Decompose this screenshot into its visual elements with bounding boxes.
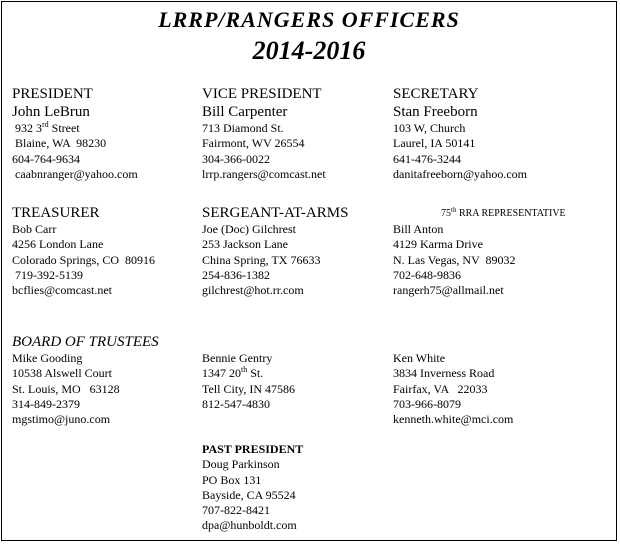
vice-president-email: lrrp.rangers@comcast.net	[202, 166, 326, 181]
treasurer-phone: 719-392-5139	[12, 267, 83, 282]
rra-heading-ordinal: th	[451, 206, 457, 214]
treasurer-email: bcflies@comcast.net	[12, 283, 113, 298]
trustee-street-number: 1347 20	[202, 366, 241, 381]
sergeant-at-arms-street: 253 Jackson Lane	[202, 237, 288, 252]
secretary-street: 103 W, Church	[393, 121, 466, 135]
secretary-phone: 641-476-3244	[393, 151, 461, 166]
secretary-heading: SECRETARY	[393, 86, 479, 102]
trustee-block-3	[393, 351, 593, 427]
past-president-name: Doug Parkinson	[202, 457, 280, 472]
rra-representative-city: N. Las Vegas, NV 89032	[393, 252, 516, 267]
past-president-email: dpa@hunboldt.com	[202, 518, 297, 533]
rra-representative-block	[393, 222, 593, 298]
vice-president-city: Fairmont, WV 26554	[202, 136, 305, 151]
president-street-number: 932 3	[12, 121, 42, 135]
document-term-years: 2014-2016	[252, 36, 366, 65]
rra-heading-text: RRA REPRESENTATIVE	[456, 208, 566, 219]
past-president-street: PO Box 131	[202, 472, 262, 487]
rra-representative-phone: 702-648-9836	[393, 267, 461, 282]
vice-president-block	[202, 85, 402, 182]
past-president-city: Bayside, CA 95524	[202, 487, 296, 502]
secretary-email: danitafreeborn@yahoo.com	[393, 166, 527, 181]
sergeant-at-arms-block	[202, 204, 402, 298]
document-title: LRRP/RANGERS OFFICERS	[158, 7, 460, 32]
board-heading-wrap	[12, 333, 312, 351]
rra-heading-number: 75	[441, 208, 451, 219]
secretary-name: Stan Freeborn	[393, 104, 478, 120]
trustee-phone: 703-966-8079	[393, 396, 461, 411]
trustee-email: mgstimo@juno.com	[12, 412, 111, 427]
president-block	[12, 85, 212, 182]
trustee-street: 10538 Alswell Court	[12, 366, 113, 381]
rra-representative-heading	[441, 208, 566, 219]
president-name: John LeBrun	[12, 104, 90, 120]
trustee-city: Fairfax, VA 22033	[393, 381, 488, 396]
trustee-city: St. Louis, MO 63128	[12, 381, 120, 396]
trustee-street: 3834 Inverness Road	[393, 366, 495, 381]
treasurer-block	[12, 204, 212, 298]
sergeant-at-arms-name: Joe (Doc) Gilchrest	[202, 222, 296, 236]
trustee-block-2	[202, 351, 402, 412]
rra-representative-name: Bill Anton	[393, 222, 444, 236]
president-heading: PRESIDENT	[12, 86, 93, 102]
secretary-city: Laurel, IA 50141	[393, 136, 476, 151]
president-city: Blaine, WA 98230	[12, 136, 107, 151]
trustee-phone: 314-849-2379	[12, 396, 80, 411]
past-president-block	[202, 442, 402, 534]
trustee-city: Tell City, IN 47586	[202, 381, 296, 396]
past-president-phone: 707-822-8421	[202, 503, 270, 518]
trustee-name: Bennie Gentry	[202, 351, 273, 365]
sergeant-at-arms-phone: 254-836-1382	[202, 267, 270, 282]
vice-president-street: 713 Diamond St.	[202, 121, 284, 135]
sergeant-at-arms-heading: SERGEANT-AT-ARMS	[202, 205, 349, 221]
vice-president-name: Bill Carpenter	[202, 104, 288, 120]
trustee-phone: 812-547-4830	[202, 396, 270, 411]
trustee-name: Mike Gooding	[12, 351, 83, 365]
president-street-name: Street	[48, 121, 80, 135]
sergeant-at-arms-email: gilchrest@hot.rr.com	[202, 283, 304, 298]
vice-president-heading: VICE PRESIDENT	[202, 86, 322, 102]
trustee-street-suffix: th	[241, 365, 248, 375]
trustee-street	[202, 366, 402, 381]
vice-president-phone: 304-366-0022	[202, 151, 270, 166]
trustee-street-name: St.	[247, 366, 264, 381]
president-phone: 604-764-9634	[12, 151, 80, 166]
president-email: caabnranger@yahoo.com	[12, 166, 138, 181]
rra-representative-street: 4129 Karma Drive	[393, 237, 483, 252]
president-street-suffix: rd	[42, 120, 49, 129]
rra-representative-email: rangerh75@allmail.net	[393, 283, 504, 298]
board-heading: BOARD OF TRUSTEES	[12, 334, 159, 350]
treasurer-name: Bob Carr	[12, 222, 57, 236]
trustee-name: Ken White	[393, 351, 446, 365]
secretary-block	[393, 85, 593, 182]
president-street	[12, 121, 212, 136]
officers-document	[1, 1, 617, 541]
sergeant-at-arms-city: China Spring, TX 76633	[202, 252, 321, 267]
trustee-block-1	[12, 351, 212, 427]
past-president-heading: PAST PRESIDENT	[202, 442, 304, 456]
treasurer-street: 4256 London Lane	[12, 237, 104, 252]
treasurer-city: Colorado Springs, CO 80916	[12, 252, 156, 267]
trustee-email: kenneth.white@mci.com	[393, 412, 514, 427]
treasurer-heading: TREASURER	[12, 205, 100, 221]
